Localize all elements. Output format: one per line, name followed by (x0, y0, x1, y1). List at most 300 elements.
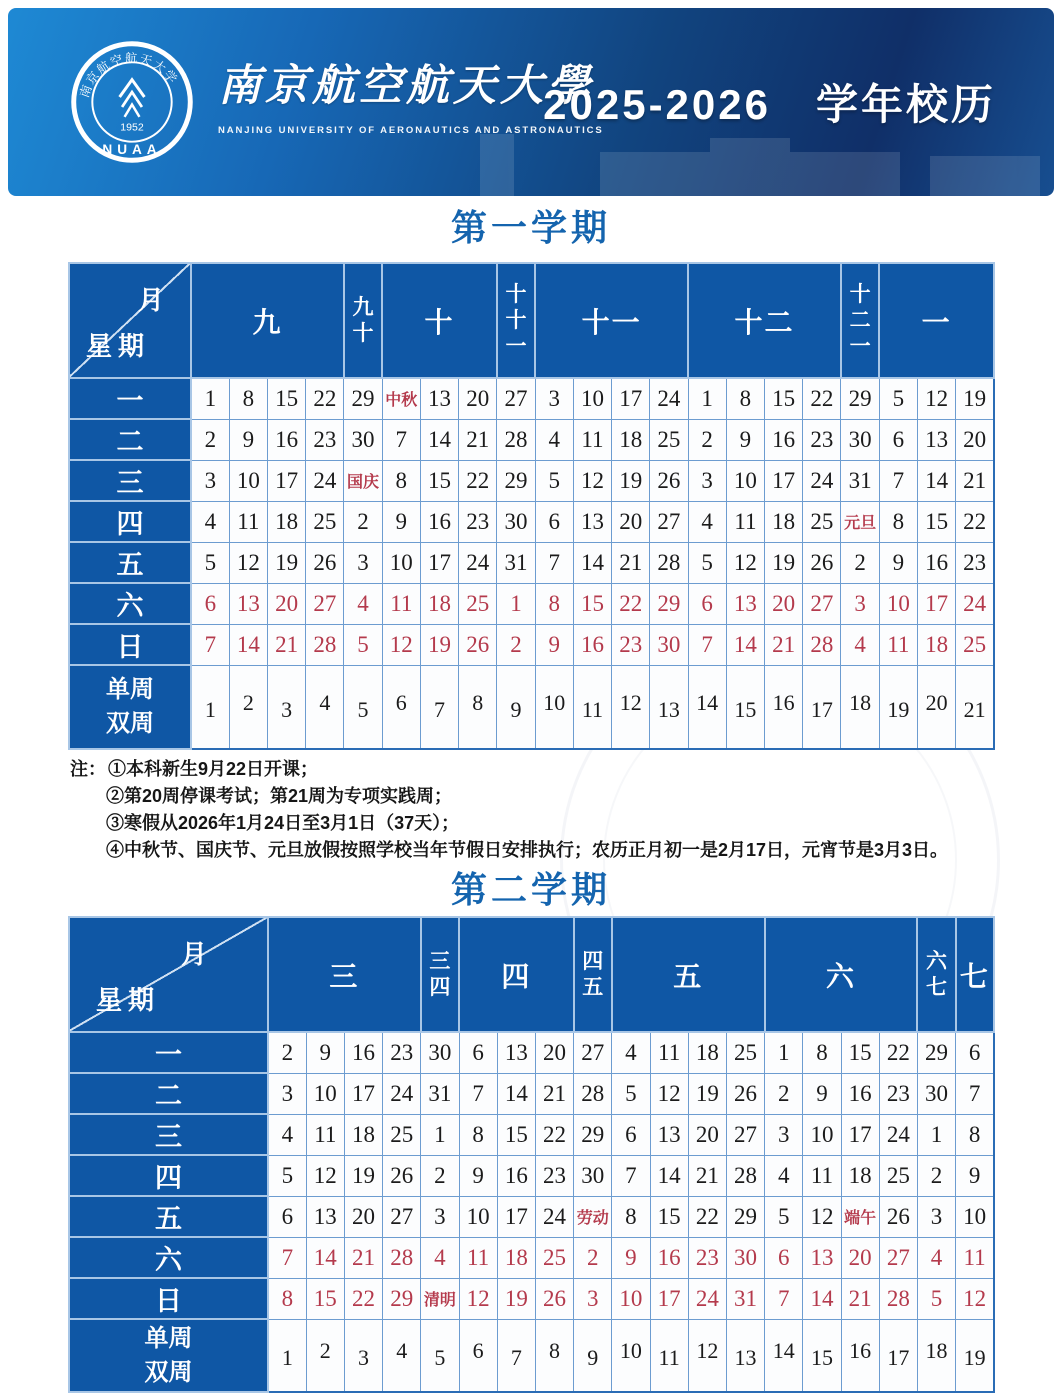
week-number: 6 (472, 1338, 484, 1364)
week-cell (344, 665, 382, 749)
even-week-label: 双周 (106, 710, 154, 737)
week-cell-box (612, 1338, 649, 1372)
date-cell: 3 (535, 378, 573, 419)
week-cell-box (460, 1338, 497, 1372)
date-cell: 1 (765, 1032, 803, 1073)
date-cell: 12 (956, 1278, 994, 1319)
date-cell: 10 (382, 542, 420, 583)
date-cell: 19 (420, 624, 458, 665)
month-header-cell (421, 917, 459, 1032)
date-cell: 11 (803, 1155, 841, 1196)
date-cell: 10 (573, 378, 611, 419)
date-cell: 21 (688, 1155, 726, 1196)
date-cell: 15 (497, 1114, 535, 1155)
date-cell: 9 (382, 501, 420, 542)
month-header-line: 十 (424, 306, 455, 338)
even-week-label: 双周 (144, 1358, 193, 1386)
date-cell: 4 (535, 419, 573, 460)
week-cell (268, 1319, 306, 1392)
note-line (70, 810, 950, 837)
week-cell-box (383, 690, 420, 724)
date-cell: 15 (650, 1196, 688, 1237)
date-cell: 17 (497, 1196, 535, 1237)
date-cell: 18 (612, 419, 650, 460)
date-cell: 19 (344, 1155, 382, 1196)
date-cell: 20 (344, 1196, 382, 1237)
date-cell: 21 (956, 460, 994, 501)
building-right (930, 156, 1040, 196)
date-cell: 20 (841, 1237, 879, 1278)
week-cell-box (727, 691, 764, 723)
date-cell: 23 (879, 1073, 917, 1114)
month-header-line: 十 (352, 321, 374, 345)
date-cell: 28 (574, 1073, 612, 1114)
date-cell: 27 (497, 378, 535, 419)
date-cell: 21 (765, 624, 803, 665)
date-cell: 11 (306, 1114, 344, 1155)
date-cell: 24 (803, 460, 841, 501)
week-number: 17 (887, 1345, 910, 1371)
note-item: ②第20周停课考试；第21周为专项实践周； (106, 786, 453, 806)
date-cell: 1 (191, 378, 229, 419)
date-cell: 28 (803, 624, 841, 665)
week-cell (459, 1319, 497, 1392)
date-cell: 23 (612, 624, 650, 665)
date-cell: 30 (421, 1032, 459, 1073)
date-cell: 27 (650, 501, 688, 542)
weekday-axis-label: 星期 (96, 985, 161, 1015)
date-cell: 15 (573, 583, 611, 624)
week-cell (420, 665, 458, 749)
week-cell-box (269, 1339, 306, 1371)
weekday-row-label: 一 (69, 378, 191, 419)
week-cell-box (459, 690, 496, 724)
date-cell: 4 (688, 501, 726, 542)
date-cell: 29 (917, 1032, 955, 1073)
week-cell (421, 1319, 459, 1392)
corner-cell (69, 917, 268, 1032)
building-main-center (710, 138, 790, 196)
date-cell: 2 (497, 624, 535, 665)
weekday-row-label: 日 (69, 1278, 268, 1319)
week-cell-box (765, 690, 802, 724)
week-cell (574, 1319, 612, 1392)
week-cell-box (612, 690, 649, 724)
month-header-line: 四 (582, 949, 604, 973)
week-number: 9 (587, 1345, 599, 1371)
week-cell (306, 665, 344, 749)
holiday-cell: 劳动 (574, 1196, 612, 1237)
month-header-cell (268, 917, 421, 1032)
date-cell: 3 (765, 1114, 803, 1155)
date-cell: 11 (573, 419, 611, 460)
month-header-line: 十二 (734, 306, 795, 338)
date-cell: 2 (421, 1155, 459, 1196)
notes-prefix: 注： (70, 759, 106, 779)
date-cell: 18 (688, 1032, 726, 1073)
week-cell (383, 1319, 421, 1392)
date-cell: 9 (956, 1155, 994, 1196)
logo-arc-text: 南京航空航天大学 (77, 51, 181, 100)
date-cell: 19 (765, 542, 803, 583)
week-cell (535, 665, 573, 749)
month-header-line: 七 (959, 960, 990, 992)
date-cell: 1 (688, 378, 726, 419)
date-cell: 3 (268, 1073, 306, 1114)
date-cell: 23 (383, 1032, 421, 1073)
date-cell: 13 (726, 583, 764, 624)
week-cell (956, 665, 994, 749)
date-cell: 3 (841, 583, 879, 624)
date-cell: 29 (344, 378, 382, 419)
date-cell: 16 (917, 542, 955, 583)
week-number: 8 (472, 689, 484, 715)
date-cell: 23 (535, 1155, 573, 1196)
week-cell-box (192, 691, 229, 723)
week-cell (879, 1319, 917, 1392)
date-cell: 6 (612, 1114, 650, 1155)
university-logo (70, 40, 194, 164)
holiday-cell: 中秋 (382, 378, 420, 419)
date-cell: 10 (956, 1196, 994, 1237)
notes-list (70, 756, 950, 864)
date-cell: 26 (459, 624, 497, 665)
date-cell: 16 (420, 501, 458, 542)
month-header-cell (574, 917, 612, 1032)
month-header-line: 九 (252, 306, 283, 338)
date-cell: 5 (765, 1196, 803, 1237)
date-cell: 26 (306, 542, 344, 583)
date-cell: 24 (956, 583, 994, 624)
date-cell: 2 (268, 1032, 306, 1073)
week-cell (612, 665, 650, 749)
date-cell: 3 (917, 1196, 955, 1237)
date-cell: 16 (650, 1237, 688, 1278)
date-cell: 7 (535, 542, 573, 583)
date-cell: 15 (841, 1032, 879, 1073)
week-cell-box (880, 1339, 917, 1371)
calendar-table-semester-2 (68, 916, 995, 1393)
week-number: 12 (619, 689, 642, 715)
week-cell-box (574, 691, 611, 723)
date-cell: 4 (765, 1155, 803, 1196)
week-cell-box (841, 690, 878, 724)
week-number: 12 (696, 1338, 719, 1364)
date-cell: 11 (726, 501, 764, 542)
week-number: 21 (963, 696, 986, 722)
week-cell-box (421, 691, 458, 723)
date-cell: 1 (917, 1114, 955, 1155)
week-row-label (69, 665, 191, 749)
note-item: ③寒假从2026年1月24日至3月1日（37天）； (106, 813, 460, 833)
date-cell: 13 (497, 1032, 535, 1073)
date-cell: 20 (956, 419, 994, 460)
date-cell: 9 (612, 1237, 650, 1278)
month-header-cell (344, 263, 382, 378)
date-cell: 16 (344, 1032, 382, 1073)
date-cell: 6 (765, 1237, 803, 1278)
week-cell (612, 1319, 650, 1392)
week-number: 19 (887, 696, 910, 722)
date-cell: 22 (803, 378, 841, 419)
week-cell (726, 665, 764, 749)
date-cell: 11 (956, 1237, 994, 1278)
date-cell: 20 (688, 1114, 726, 1155)
month-header-line: 十 (505, 282, 527, 306)
date-cell: 28 (726, 1155, 764, 1196)
week-cell-box (727, 1339, 764, 1371)
date-cell: 19 (956, 378, 994, 419)
date-cell: 18 (765, 501, 803, 542)
weekday-row-label: 二 (69, 1073, 268, 1114)
date-cell: 19 (688, 1073, 726, 1114)
date-cell: 22 (535, 1114, 573, 1155)
week-number: 11 (658, 1345, 680, 1371)
month-header-cell (459, 917, 574, 1032)
weekday-row-label: 三 (69, 1114, 268, 1155)
week-number: 14 (772, 1338, 795, 1364)
weekday-row-label: 一 (69, 1032, 268, 1073)
month-header-cell (841, 263, 879, 378)
week-number: 16 (772, 689, 795, 715)
date-cell: 20 (612, 501, 650, 542)
month-header-cell (917, 917, 955, 1032)
date-cell: 13 (917, 419, 955, 460)
date-cell: 4 (268, 1114, 306, 1155)
note-line (70, 783, 950, 810)
date-cell: 7 (765, 1278, 803, 1319)
week-row-label (69, 1319, 268, 1392)
date-cell: 14 (650, 1155, 688, 1196)
date-cell: 5 (917, 1278, 955, 1319)
date-cell: 12 (803, 1196, 841, 1237)
month-axis-label: 月 (137, 285, 164, 315)
month-header-line: 三 (329, 960, 360, 992)
date-cell: 22 (344, 1278, 382, 1319)
date-cell: 17 (650, 1278, 688, 1319)
date-cell: 7 (688, 624, 726, 665)
date-cell: 24 (879, 1114, 917, 1155)
date-cell: 31 (726, 1278, 764, 1319)
date-cell: 12 (459, 1278, 497, 1319)
date-cell: 27 (306, 583, 344, 624)
date-cell: 3 (191, 460, 229, 501)
week-number: 16 (849, 1338, 872, 1364)
weekday-row-label: 三 (69, 460, 191, 501)
week-cell (765, 1319, 803, 1392)
date-cell: 29 (574, 1114, 612, 1155)
month-header-line: 四 (501, 960, 532, 992)
date-cell: 24 (688, 1278, 726, 1319)
date-cell: 2 (344, 501, 382, 542)
holiday-cell: 国庆 (344, 460, 382, 501)
week-number: 3 (358, 1345, 369, 1371)
date-cell: 1 (421, 1114, 459, 1155)
note-line (70, 756, 950, 783)
week-cell (535, 1319, 573, 1392)
university-name-en: NANJING UNIVERSITY OF AERONAUTICS AND ASTRONAUTICS (218, 125, 604, 136)
week-cell-box (307, 1338, 344, 1372)
date-cell: 24 (650, 378, 688, 419)
date-cell: 27 (726, 1114, 764, 1155)
date-cell: 3 (421, 1196, 459, 1237)
date-cell: 10 (229, 460, 267, 501)
month-header-cell (956, 917, 994, 1032)
date-cell: 26 (650, 460, 688, 501)
date-cell: 12 (726, 542, 764, 583)
month-header-cell (497, 263, 535, 378)
date-cell: 11 (382, 583, 420, 624)
date-cell: 28 (650, 542, 688, 583)
week-number: 8 (549, 1338, 561, 1364)
week-cell (917, 665, 955, 749)
date-cell: 27 (383, 1196, 421, 1237)
date-cell: 23 (688, 1237, 726, 1278)
date-cell: 12 (917, 378, 955, 419)
month-header-line: 七 (926, 975, 948, 999)
date-cell: 30 (574, 1155, 612, 1196)
date-cell: 16 (497, 1155, 535, 1196)
date-cell: 17 (420, 542, 458, 583)
week-cell-box (956, 1339, 993, 1371)
date-cell: 11 (650, 1032, 688, 1073)
date-cell: 5 (344, 624, 382, 665)
week-cell (497, 665, 535, 749)
date-cell: 13 (573, 501, 611, 542)
date-cell: 2 (841, 542, 879, 583)
date-cell: 9 (726, 419, 764, 460)
date-cell: 30 (344, 419, 382, 460)
date-cell: 29 (497, 460, 535, 501)
date-cell: 17 (267, 460, 305, 501)
week-cell (688, 1319, 726, 1392)
week-number: 4 (319, 689, 331, 715)
date-cell: 14 (917, 460, 955, 501)
date-cell: 5 (612, 1073, 650, 1114)
date-cell: 24 (535, 1196, 573, 1237)
month-header-cell (382, 263, 497, 378)
date-cell: 7 (382, 419, 420, 460)
week-number: 17 (810, 696, 833, 722)
date-cell: 8 (229, 378, 267, 419)
month-header-line: 六 (826, 960, 857, 992)
date-cell: 27 (803, 583, 841, 624)
week-cell (191, 665, 229, 749)
odd-week-label: 单周 (144, 1324, 193, 1352)
date-cell: 13 (650, 1114, 688, 1155)
week-number: 9 (510, 696, 522, 722)
week-cell-box (421, 1339, 458, 1371)
date-cell: 25 (726, 1032, 764, 1073)
date-cell: 9 (459, 1155, 497, 1196)
month-header-cell (765, 917, 918, 1032)
weekday-row-label: 六 (69, 1237, 268, 1278)
date-cell: 4 (841, 624, 879, 665)
date-cell: 30 (841, 419, 879, 460)
date-cell: 6 (879, 419, 917, 460)
week-number: 7 (434, 696, 446, 722)
date-cell: 25 (535, 1237, 573, 1278)
date-cell: 22 (688, 1196, 726, 1237)
date-cell: 4 (612, 1032, 650, 1073)
week-cell (497, 1319, 535, 1392)
week-cell-box (918, 1338, 955, 1372)
semester-2-title: 第二学期 (450, 869, 611, 910)
date-cell: 13 (420, 378, 458, 419)
week-cell (573, 665, 611, 749)
weekday-axis-label: 星期 (86, 331, 151, 361)
date-cell: 28 (383, 1237, 421, 1278)
month-header-line: 九 (352, 295, 374, 319)
date-cell: 26 (803, 542, 841, 583)
date-cell: 17 (917, 583, 955, 624)
date-cell: 1 (497, 583, 535, 624)
date-cell: 10 (726, 460, 764, 501)
week-cell (879, 665, 917, 749)
date-cell: 12 (306, 1155, 344, 1196)
date-cell: 8 (879, 501, 917, 542)
date-cell: 10 (306, 1073, 344, 1114)
date-cell: 9 (535, 624, 573, 665)
date-cell: 22 (879, 1032, 917, 1073)
date-cell: 12 (382, 624, 420, 665)
date-cell: 31 (841, 460, 879, 501)
date-cell: 25 (803, 501, 841, 542)
week-cell (917, 1319, 955, 1392)
date-cell: 24 (383, 1073, 421, 1114)
date-cell: 12 (650, 1073, 688, 1114)
holiday-cell: 端午 (841, 1196, 879, 1237)
date-cell: 30 (497, 501, 535, 542)
week-number: 15 (810, 1345, 833, 1371)
date-cell: 21 (535, 1073, 573, 1114)
date-cell: 29 (650, 583, 688, 624)
month-header-line: 三 (429, 949, 451, 973)
date-cell: 21 (459, 419, 497, 460)
month-header-cell (879, 263, 994, 378)
week-number: 7 (510, 1345, 522, 1371)
date-cell: 14 (497, 1073, 535, 1114)
week-number: 15 (734, 696, 757, 722)
date-cell: 14 (306, 1237, 344, 1278)
date-cell: 23 (956, 542, 994, 583)
date-cell: 21 (267, 624, 305, 665)
week-number: 13 (734, 1345, 757, 1371)
week-cell-box (345, 1339, 382, 1371)
date-cell: 8 (459, 1114, 497, 1155)
date-cell: 5 (879, 378, 917, 419)
weekday-row-label: 五 (69, 542, 191, 583)
week-cell-box (268, 691, 305, 723)
month-header-line: 一 (921, 306, 952, 338)
date-cell: 16 (573, 624, 611, 665)
weekday-row-label: 日 (69, 624, 191, 665)
date-cell: 25 (879, 1155, 917, 1196)
date-cell: 27 (574, 1032, 612, 1073)
date-cell: 21 (344, 1237, 382, 1278)
date-cell: 30 (917, 1073, 955, 1114)
date-cell: 10 (879, 583, 917, 624)
week-cell (841, 665, 879, 749)
date-cell: 23 (306, 419, 344, 460)
date-cell: 9 (879, 542, 917, 583)
week-cell-box (344, 691, 381, 723)
date-cell: 12 (229, 542, 267, 583)
date-cell: 27 (879, 1237, 917, 1278)
month-header-cell (191, 263, 344, 378)
date-cell: 20 (535, 1032, 573, 1073)
date-cell: 11 (879, 624, 917, 665)
